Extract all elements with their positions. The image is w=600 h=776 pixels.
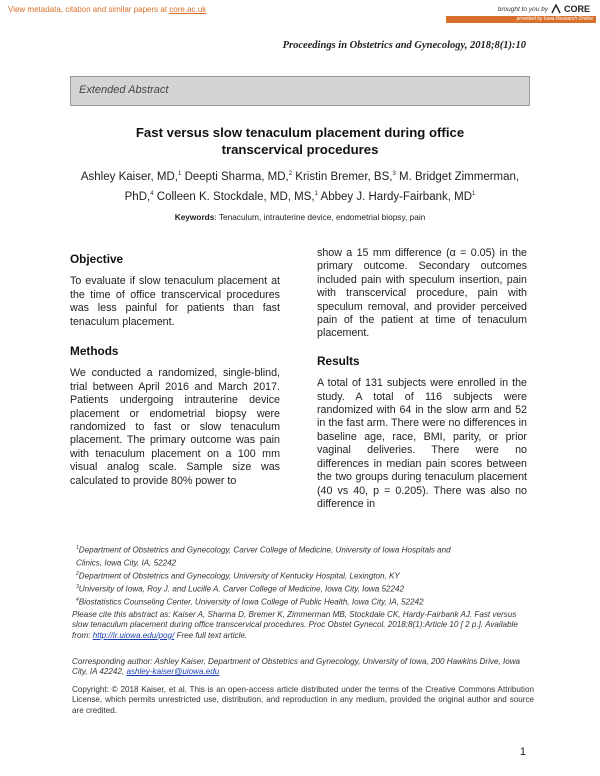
corresponding-author — [72, 657, 534, 678]
journal-url-link[interactable]: http://ir.uiowa.edu/pog/ — [92, 630, 175, 640]
article-title — [60, 124, 540, 158]
keywords-text: : Tenaculum, intrauterine device, endometrial biopsy, pain — [214, 212, 426, 222]
methods-text: We conducted a randomized, single-blind, trial between April 2016 and March 2017. Patients undergoing intrauterine device placement or endometrial biopsy were randomized to fast or slow tenaculum placement. The primary outcome was pain with tenaculum placement on a 100 mm visual analog scale. Sample size was calculated to provide 80% power to — [70, 367, 280, 487]
results-heading: Results — [317, 353, 360, 368]
left-column — [70, 253, 280, 488]
title-line-1: Fast versus slow tenaculum placement during office — [135, 125, 465, 140]
core-brand-name: CORE — [563, 4, 590, 14]
author-email-link[interactable]: ashley-kaiser@uiowa.edu — [126, 667, 220, 677]
affiliation-item: $^3$University of Iowa, Roy J. and Lucille A. Carver College of Medicine, Iowa City, Iowa 52242 — [76, 584, 405, 594]
citation-text: Please cite this abstract as: Kaiser A, Sharma D, Bremer K, Zimmerman MB, Stockdale CK, Hardy-Fairbank AJ. Fast versus slow tenaculum placement during office transcervical procedures. Proc Obstet Gynecol. 2018;8(1):Article 10 [ 2 p.]. Available from: — [72, 610, 518, 640]
author-affiliation-mark: 2 — [288, 171, 293, 177]
author-name: Colleen K. Stockdale, MD, MS, — [156, 190, 315, 203]
corresponding-author-text: Corresponding author: Ashley Kaiser, Department of Obstetrics and Gynecology, University of Iowa, 200 Hawkins Drive, Iowa City, IA 42242, — [72, 657, 521, 677]
author-affiliation-mark: 1 — [178, 171, 182, 177]
citation-note — [72, 610, 534, 641]
objective-heading: Objective — [70, 252, 124, 266]
article-type-label: Extended Abstract — [79, 84, 169, 96]
core-brand — [498, 4, 590, 14]
author-affiliation-mark: 4 — [150, 190, 154, 197]
core-banner — [0, 0, 600, 26]
journal-citation: Proceedings in Obstetrics and Gynecology, 2018;8(1):10 — [282, 40, 526, 51]
objective-text: To evaluate if slow tenaculum placement at the time of office transcervical procedures was less painful for patients than fast tenaculum placement. — [70, 275, 280, 328]
core-domain-link[interactable]: core.ac.uk — [169, 5, 207, 14]
methods-continued-text: show a 15 mm difference (α = 0.05) in the primary outcome. Secondary outcomes included pain with speculum insertion, pain with transcervical procedure, pain with speculum removal, and provider perceived pain of the patient at time of tenaculum placement. — [317, 247, 527, 340]
provided-by-text: provided by Iowa Research Online — [516, 16, 593, 22]
author-name: Abbey J. Hardy-Fairbank, MD — [320, 190, 473, 203]
author-affiliation-mark: 1 — [472, 190, 476, 197]
affiliation-item: $^4$Biostatistics Counseling Center, University of Iowa College of Public Health, Iowa City, IA, 52242 — [76, 597, 424, 608]
title-line-2: transcervical procedures — [221, 142, 379, 157]
core-link-text: View metadata, citation and similar papers at — [8, 5, 168, 14]
right-column — [317, 247, 527, 511]
affiliation-item: Clinics, Iowa City, IA, 52242 — [76, 558, 177, 568]
author-affiliation-mark: 3 — [392, 171, 396, 177]
provided-by-bar — [446, 16, 596, 23]
author-affiliation-mark: 1 — [314, 190, 318, 197]
article-type-box — [70, 76, 530, 106]
core-logo-icon — [551, 4, 561, 14]
copyright-notice: Copyright: © 2018 Kaiser, et al. This is an open-access article distributed under the terms of the Creative Commons Attribution License, which permits unrestricted use, distribution, and reproduction in any medium, provided the original author and source are credited. — [72, 685, 534, 715]
author-list — [74, 166, 526, 206]
brought-by-text: brought to you by — [497, 5, 548, 13]
keywords — [70, 212, 530, 222]
author-name: M. Bridget Zimmerman, PhD, — [124, 170, 520, 203]
core-metadata-link[interactable] — [8, 5, 206, 14]
affiliations — [72, 543, 534, 608]
keywords-label: Keywords — [174, 212, 215, 222]
author-name: Ashley Kaiser, MD, — [80, 170, 179, 183]
affiliation-item: $^2$Department of Obstetrics and Gynecology, University of Kentucky Hospital, Lexington, KY — [76, 571, 400, 581]
page-number: 1 — [519, 746, 526, 758]
results-text: A total of 131 subjects were enrolled in the study. A total of 116 subjects were randomized with 64 in the slow arm and 52 in the fast arm. There were no differences in baseline age, race, BMI, parity, or prior vaginal deliveries. There were no differences in median pain scores between the two groups during tenaculum placement (40 vs 40, p = 0.205). There was also no difference in — [317, 377, 527, 510]
author-name: Deepti Sharma, MD, — [184, 170, 289, 183]
methods-heading: Methods — [70, 344, 119, 359]
citation-suffix: Free full text article. — [174, 630, 248, 640]
affiliation-item: $^1$Department of Obstetrics and Gynecology, Carver College of Medicine, University of Iowa Hospitals and — [76, 545, 451, 555]
author-name: Kristin Bremer, BS, — [295, 170, 393, 183]
